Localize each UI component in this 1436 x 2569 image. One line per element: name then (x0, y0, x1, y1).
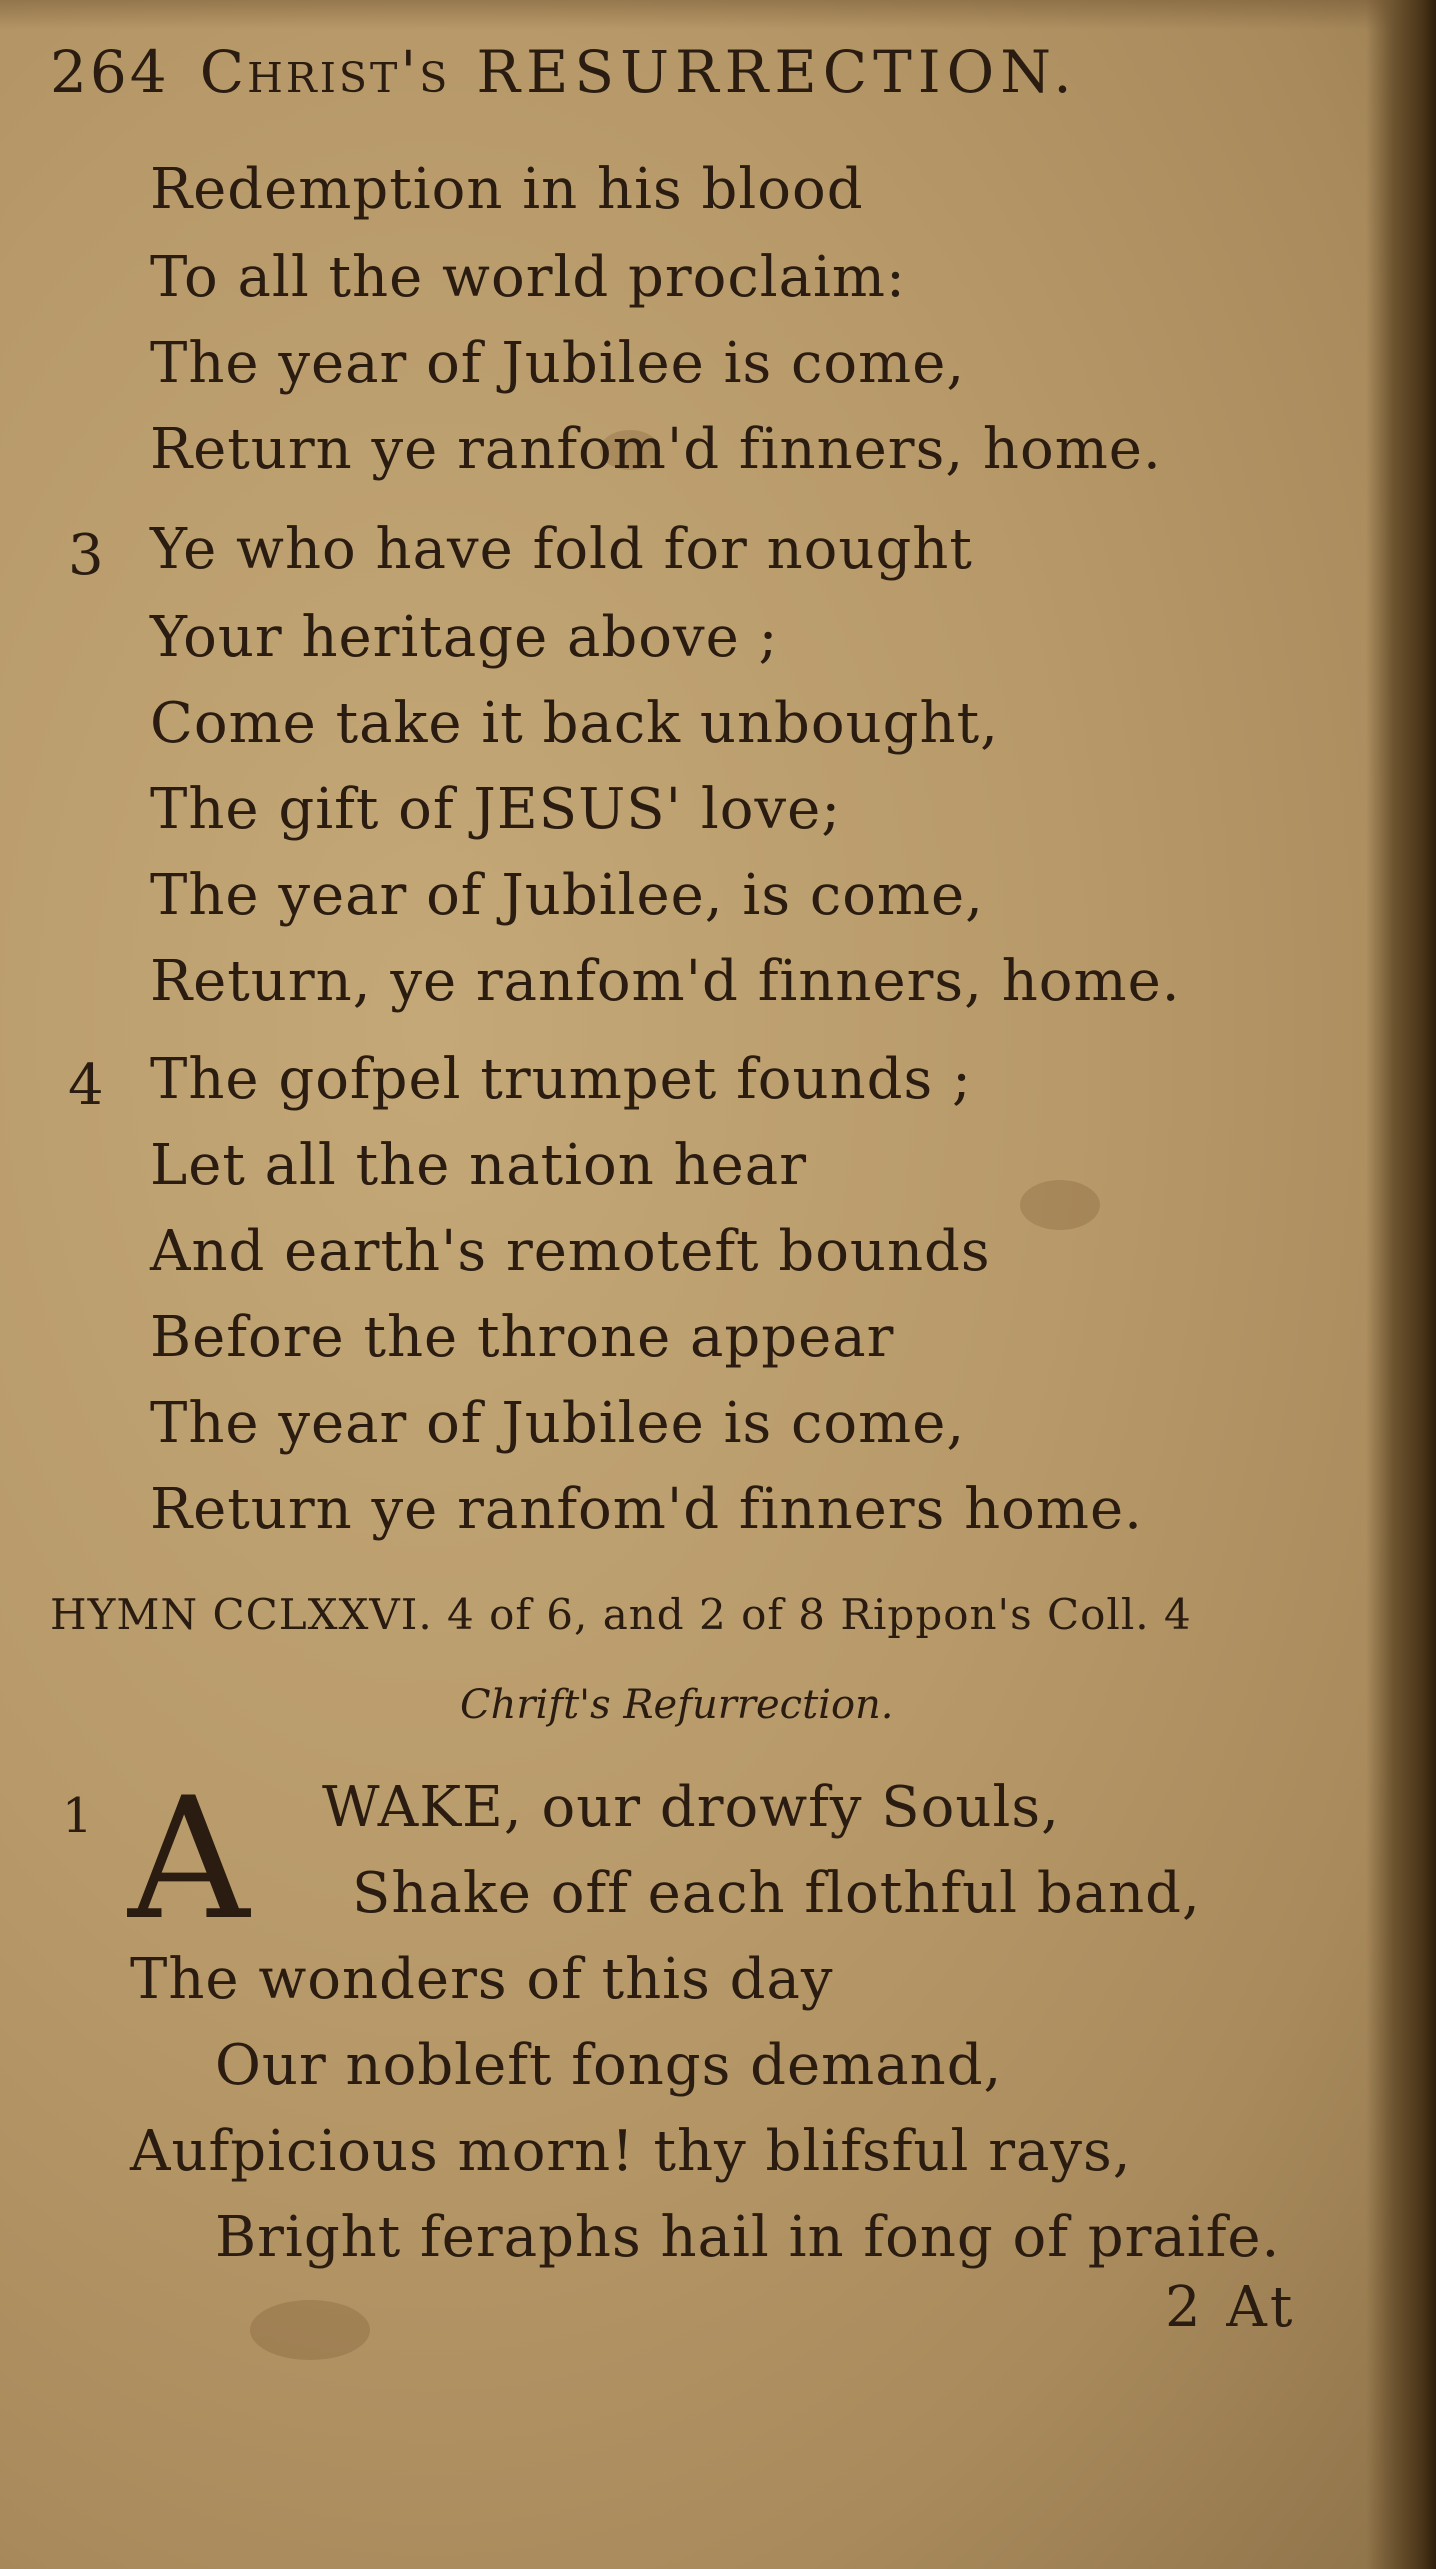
verse-line: The gofpel trumpet founds ; (150, 1047, 972, 1112)
verse-line: Return, ye ranfom'd finners, home. (150, 949, 1181, 1014)
verse-line: The wonders of this day (130, 1947, 834, 2012)
verse-line: Shake off each flothful band, (352, 1861, 1201, 1926)
running-header (50, 38, 1250, 106)
page-binding-edge (1366, 0, 1436, 2569)
verse-line: The year of Jubilee is come, (150, 1391, 966, 1456)
page-top-shadow (0, 0, 1436, 30)
verse-line: Bright feraphs hail in fong of praife. (215, 2205, 1281, 2270)
verse-line: And earth's remoteft bounds (150, 1219, 991, 1284)
hymn-subtitle: Chrift's Refurrection. (460, 1682, 894, 1728)
verse-line: Redemption in his blood (150, 157, 864, 222)
paper-stain (1020, 1180, 1100, 1230)
verse-line: The year of Jubilee is come, (150, 331, 966, 396)
verse-line: Return ye ranfom'd finners, home. (150, 417, 1162, 482)
running-title-caps: RESURRECTION. (476, 38, 1078, 106)
stanza-number: 1 (62, 1788, 93, 1844)
verse-line: Let all the nation hear (150, 1133, 807, 1198)
verse-line: Ye who have fold for nought (150, 517, 973, 582)
verse-line: WAKE, our drowfy Souls, (322, 1775, 1060, 1840)
stanza-number: 3 (68, 523, 104, 588)
verse-line: Before the throne appear (150, 1305, 895, 1370)
verse-line: Our nobleft fongs demand, (215, 2033, 1003, 2098)
paper-stain (250, 2300, 370, 2360)
verse-line: To all the world proclaim: (150, 245, 906, 310)
hymn-title: HYMN CCLXXVI. 4 of 6, and 2 of 8 Rippon's Coll. 4 (50, 1590, 1192, 1639)
verse-line: Come take it back unbought, (150, 691, 999, 756)
running-title-small: Christ's (199, 38, 451, 106)
verse-line: Return ye ranfom'd finners home. (150, 1477, 1143, 1542)
verse-line: The gift of JESUS' love; (150, 777, 842, 842)
verse-line: Aufpicious morn! thy blifsful rays, (130, 2119, 1132, 2184)
page-number: 264 (50, 38, 170, 106)
verse-line: The year of Jubilee, is come, (150, 863, 984, 928)
catchword: 2 At (1165, 2275, 1297, 2340)
verse-line: Your heritage above ; (150, 605, 779, 670)
drop-capital: A (128, 1761, 250, 1957)
stanza-number: 4 (68, 1053, 104, 1118)
